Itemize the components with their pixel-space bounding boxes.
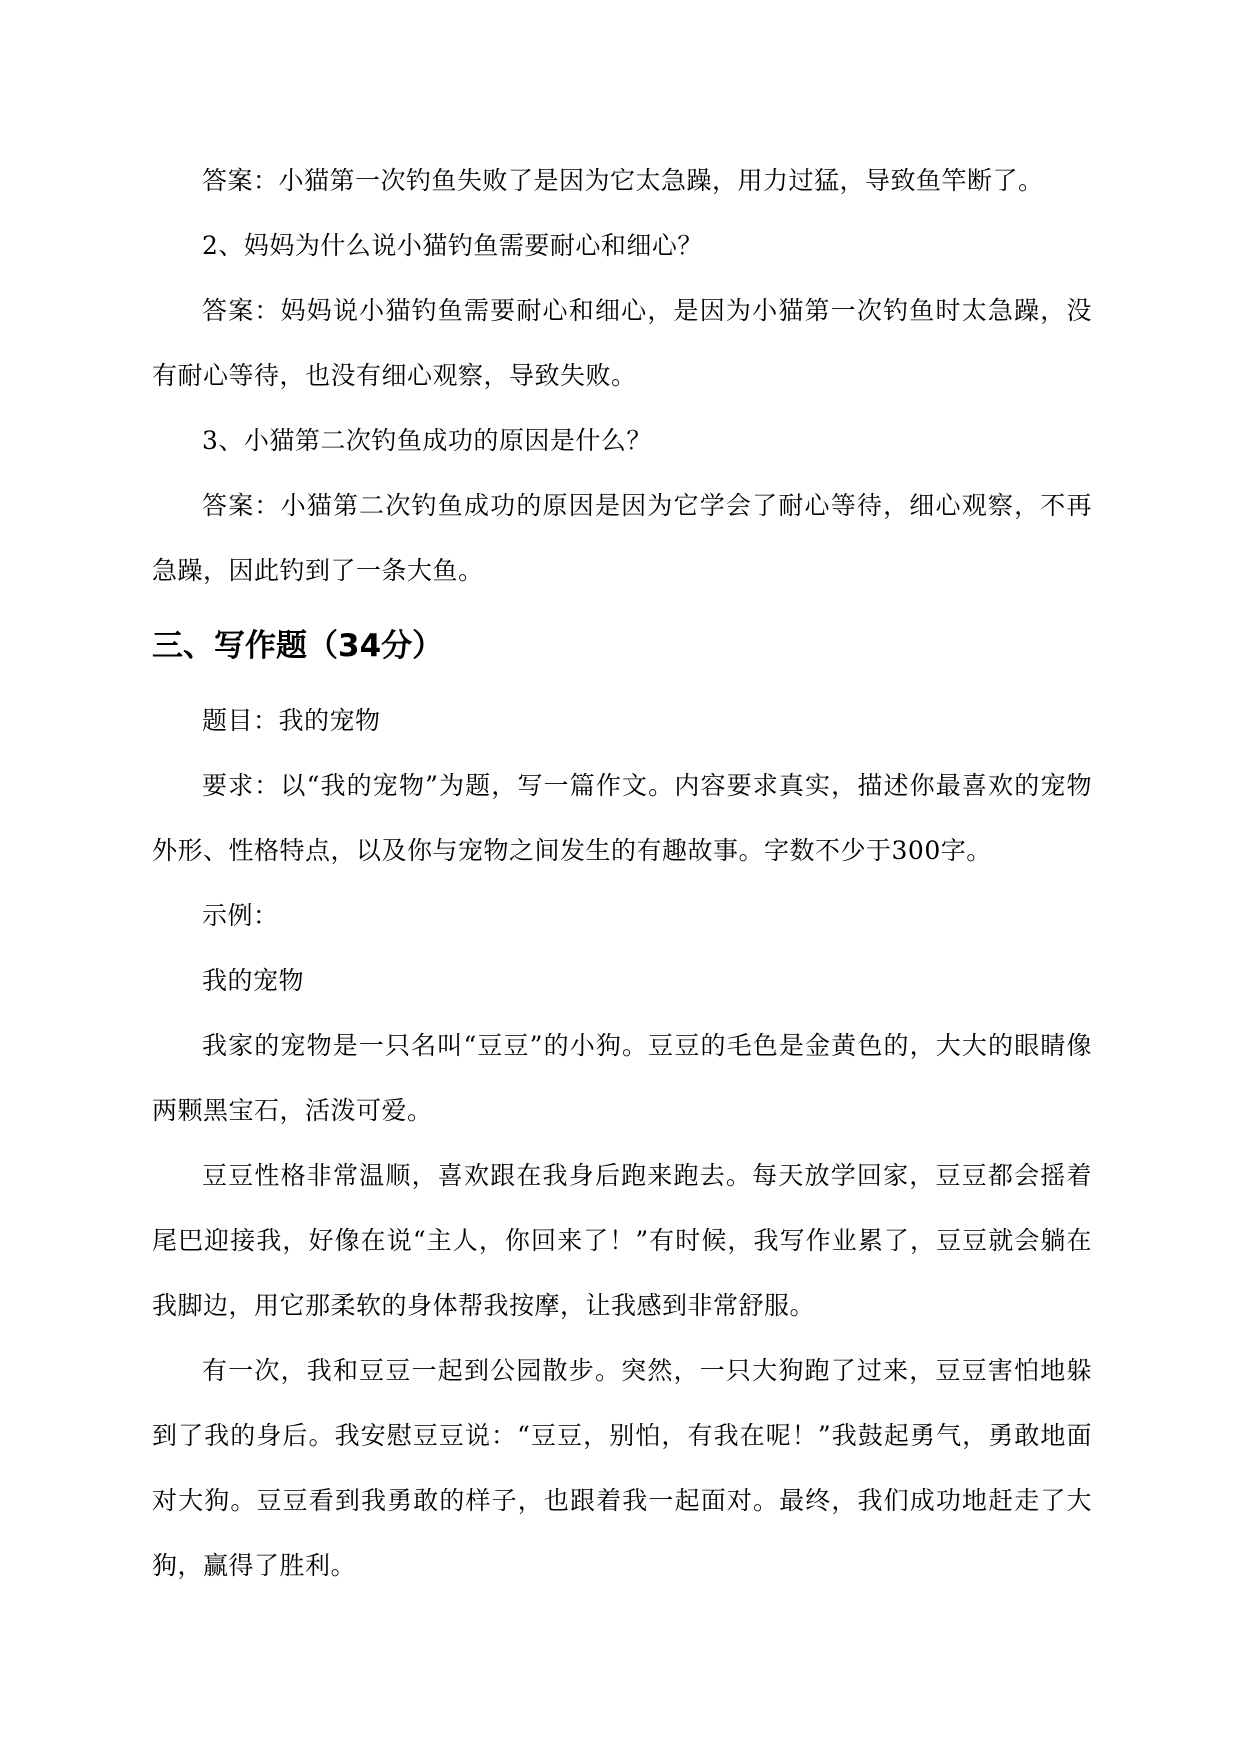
example-label: 示例：	[202, 901, 279, 930]
q3-question: 3、小猫第二次钓鱼成功的原因是什么？	[202, 426, 652, 455]
essay-topic: 题目：我的宠物	[202, 706, 381, 735]
essay-requirement: 要求：以“我的宠物”为题，写一篇作文。内容要求真实，描述你最喜欢的宠物外形、性格特点，以及你与宠物之间发生的有趣故事。字数不少于300字。	[152, 771, 1092, 865]
q3-answer: 答案：小猫第二次钓鱼成功的原因是因为它学会了耐心等待，细心观察，不再急躁，因此钓到了一条大鱼。	[152, 491, 1092, 585]
essay-paragraph-1: 我家的宠物是一只名叫“豆豆”的小狗。豆豆的毛色是金黄色的，大大的眼睛像两颗黑宝石，活泼可爱。	[152, 1031, 1092, 1125]
q2-question: 2、妈妈为什么说小猫钓鱼需要耐心和细心？	[202, 231, 703, 260]
section3-heading: 三、写作题（34分）	[152, 628, 444, 664]
essay-paragraph-2: 豆豆性格非常温顺，喜欢跟在我身后跑来跑去。每天放学回家，豆豆都会摇着尾巴迎接我，好像在说“主人，你回来了！”有时候，我写作业累了，豆豆就会躺在我脚边，用它那柔软的身体帮我按摩，让我感到非常舒服。	[152, 1161, 1092, 1320]
q2-answer: 答案：妈妈说小猫钓鱼需要耐心和细心，是因为小猫第一次钓鱼时太急躁，没有耐心等待，也没有细心观察，导致失败。	[152, 296, 1092, 390]
essay-title: 我的宠物	[202, 966, 305, 995]
essay-paragraph-3: 有一次，我和豆豆一起到公园散步。突然，一只大狗跑了过来，豆豆害怕地躲到了我的身后。我安慰豆豆说：“豆豆，别怕，有我在呢！”我鼓起勇气，勇敢地面对大狗。豆豆看到我勇敢的样子，也跟着我一起面对。最终，我们成功地赶走了大狗，赢得了胜利。	[152, 1356, 1092, 1580]
page-content	[152, 148, 1092, 1598]
q1-answer: 答案：小猫第一次钓鱼失败了是因为它太急躁，用力过猛，导致鱼竿断了。	[202, 166, 1044, 195]
